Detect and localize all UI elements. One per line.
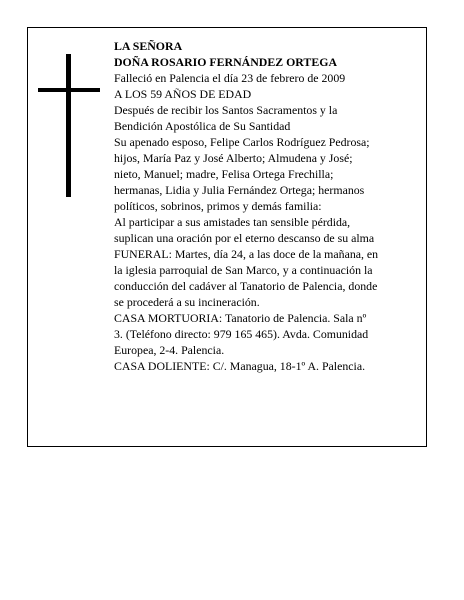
funeral-line: FUNERAL: Martes, día 24, a las doce de la mañana, en <box>114 247 379 261</box>
family-line: nieto, Manuel; madre, Felisa Ortega Frechilla; <box>114 167 334 181</box>
deceased-name: DOÑA ROSARIO FERNÁNDEZ ORTEGA <box>114 55 337 69</box>
family-line: hermanas, Lidia y Julia Fernández Ortega; hermanos <box>114 183 365 197</box>
sacraments-line: Después de recibir los Santos Sacramentos y la <box>114 103 338 117</box>
family-line: hijos, María Paz y José Alberto; Almudena y José; <box>114 151 353 165</box>
death-date-line: Falleció en Palencia el día 23 de febrero de 2009 <box>114 71 346 85</box>
prayer-request-line: Al participar a sus amistades tan sensible pérdida, <box>114 215 351 229</box>
cross-icon <box>38 54 100 197</box>
cross-vertical-bar <box>66 54 71 197</box>
mortuary-line: Europea, 2-4. Palencia. <box>114 343 225 357</box>
age-line: A LOS 59 AÑOS DE EDAD <box>114 87 252 101</box>
family-line: Su apenado esposo, Felipe Carlos Rodríguez Pedrosa; <box>114 135 370 149</box>
cross-horizontal-bar <box>38 88 100 92</box>
notice-title: LA SEÑORA <box>114 39 183 53</box>
funeral-line: conducción del cadáver al Tanatorio de Palencia, donde <box>114 279 378 293</box>
funeral-line: se procederá a su incineración. <box>114 295 260 309</box>
mortuary-line: CASA MORTUORIA: Tanatorio de Palencia. Sala nº <box>114 311 367 325</box>
obituary-text <box>114 38 426 374</box>
prayer-request-line: suplican una oración por el eterno descanso de su alma <box>114 231 375 245</box>
funeral-line: la iglesia parroquial de San Marco, y a continuación la <box>114 263 373 277</box>
sacraments-line: Bendición Apostólica de Su Santidad <box>114 119 291 133</box>
family-line: políticos, sobrinos, primos y demás familia: <box>114 199 322 213</box>
mortuary-line: 3. (Teléfono directo: 979 165 465). Avda. Comunidad <box>114 327 369 341</box>
family-home-line: CASA DOLIENTE: C/. Managua, 18-1º A. Palencia. <box>114 359 366 373</box>
